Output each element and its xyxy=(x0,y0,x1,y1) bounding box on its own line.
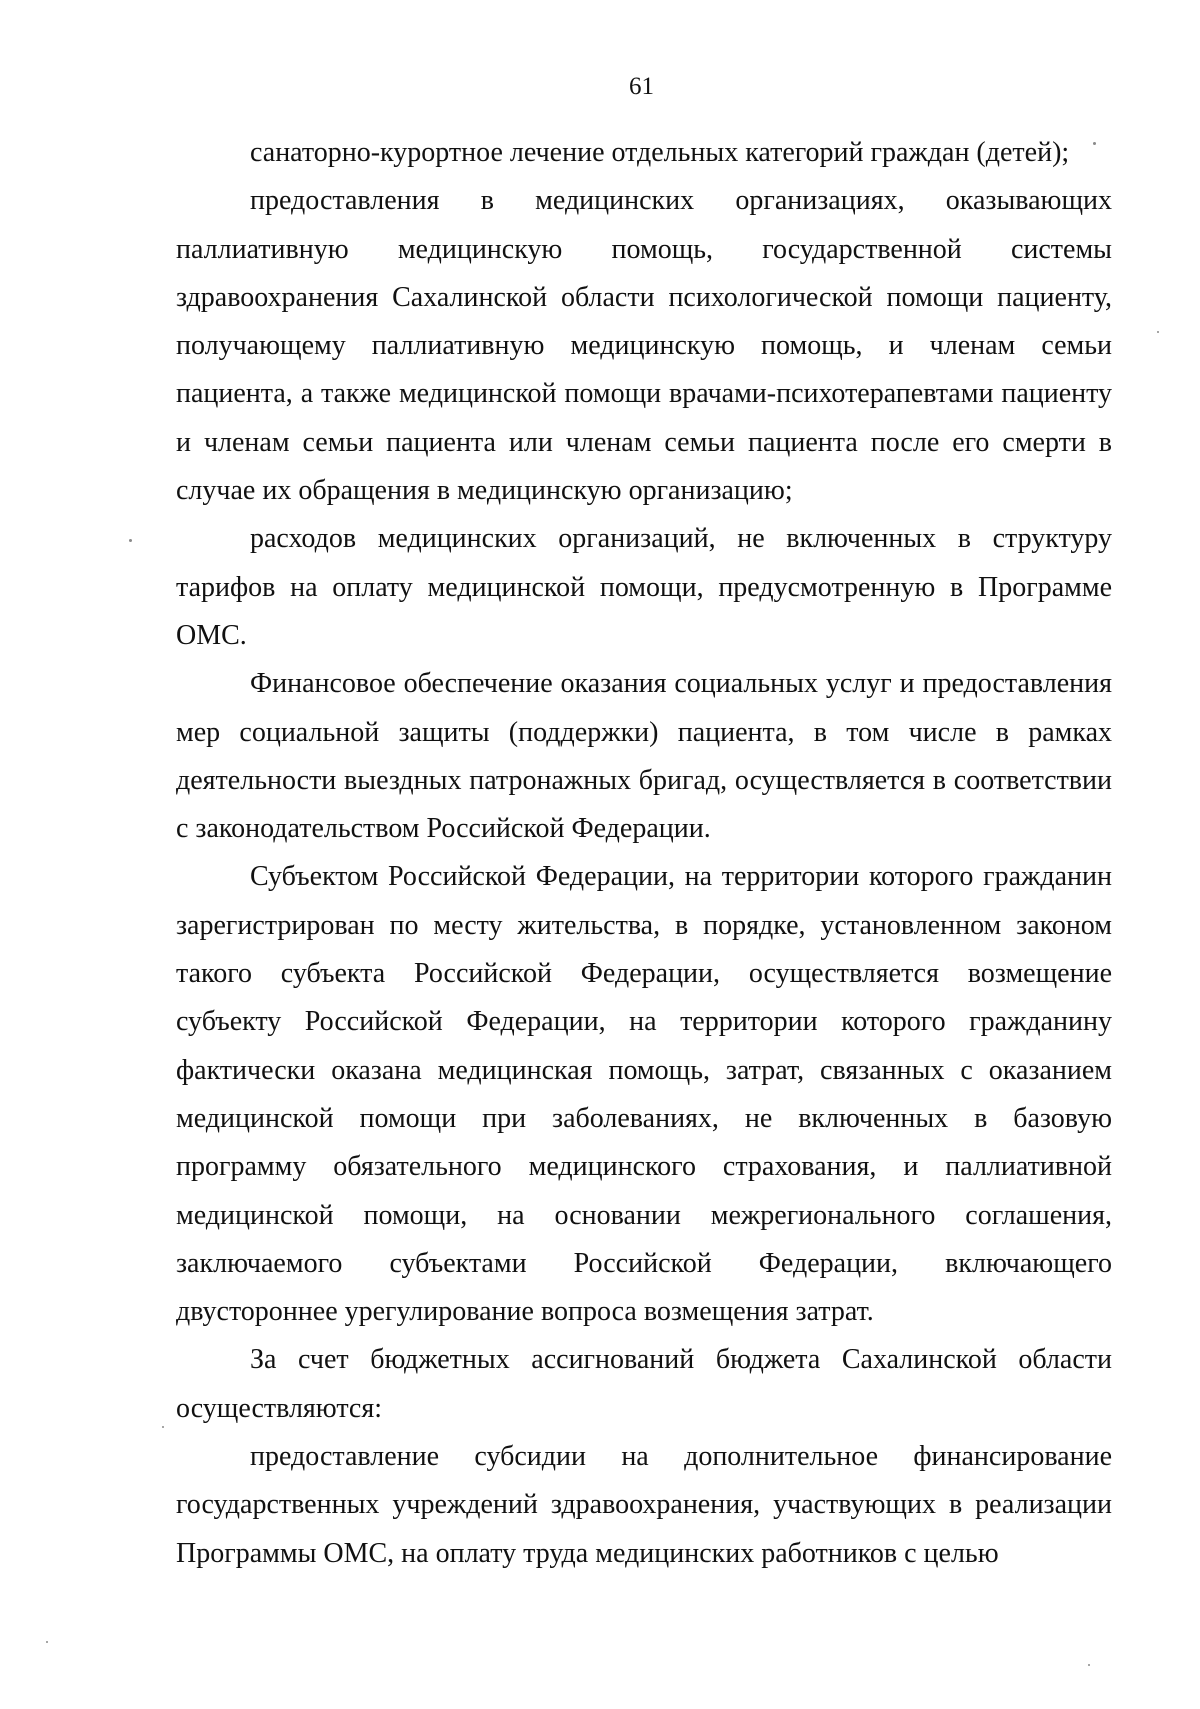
scan-speck xyxy=(1093,142,1096,145)
scan-speck xyxy=(162,1426,164,1428)
paragraph-psychological-help: предоставления в медицинских организациях, оказывающих паллиативную медицинскую помощь, государственной системы здравоохранения Сахалинской области психологической помощи пациенту, получающему паллиативную медицинскую помощь, и членам семьи пациента, а также медицинской помощи врачами-психотерапевтами пациенту и членам семьи пациента или членам семьи пациента после его смерти в случае их обращения в медицинскую организацию; xyxy=(176,185,1112,507)
paragraph-sanatorium-treatment: санаторно-курортное лечение отдельных категорий граждан (детей); xyxy=(250,137,1070,168)
paragraph-budget-allocations: За счет бюджетных ассигнований бюджета Сахалинской области осуществляются: xyxy=(176,1344,1112,1424)
paragraph-interregional-compensation: Субъектом Российской Федерации, на территории которого гражданин зарегистрирован по месту жительства, в порядке, установленном законом такого субъекта Российской Федерации, осуществляется возмещение субъекту Российской Федерации, на территории которого гражданину фактически оказана медицинская помощь, затрат, связанных с оказанием медицинской помощи при заболеваниях, не включенных в базовую программу обязательного медицинского страхования, и паллиативной медицинской помощи, на основании межрегионального соглашения, заключаемого субъектами Российской Федерации, включающего двустороннее урегулирование вопроса возмещения затрат. xyxy=(176,861,1112,1328)
scan-speck xyxy=(129,539,132,542)
paragraph-organization-expenses: расходов медицинских организаций, не включенных в структуру тарифов на оплату медицинской помощи, предусмотренную в Программе ОМС. xyxy=(176,523,1112,651)
document-body xyxy=(176,129,1112,1578)
paragraph-subsidy: предоставление субсидии на дополнительное финансирование государственных учреждений здравоохранения, участвующих в реализации Программы ОМС, на оплату труда медицинских работников с целью xyxy=(176,1441,1112,1569)
scan-speck xyxy=(1088,1664,1090,1666)
scan-speck xyxy=(46,1641,48,1643)
scan-speck xyxy=(1157,331,1159,333)
paragraph-social-services: Финансовое обеспечение оказания социальных услуг и предоставления мер социальной защиты (поддержки) пациента, в том числе в рамках деятельности выездных патронажных бригад, осуществляется в соответствии с законодательством Российской Федерации. xyxy=(176,668,1112,845)
page-number: 61 xyxy=(629,73,654,100)
